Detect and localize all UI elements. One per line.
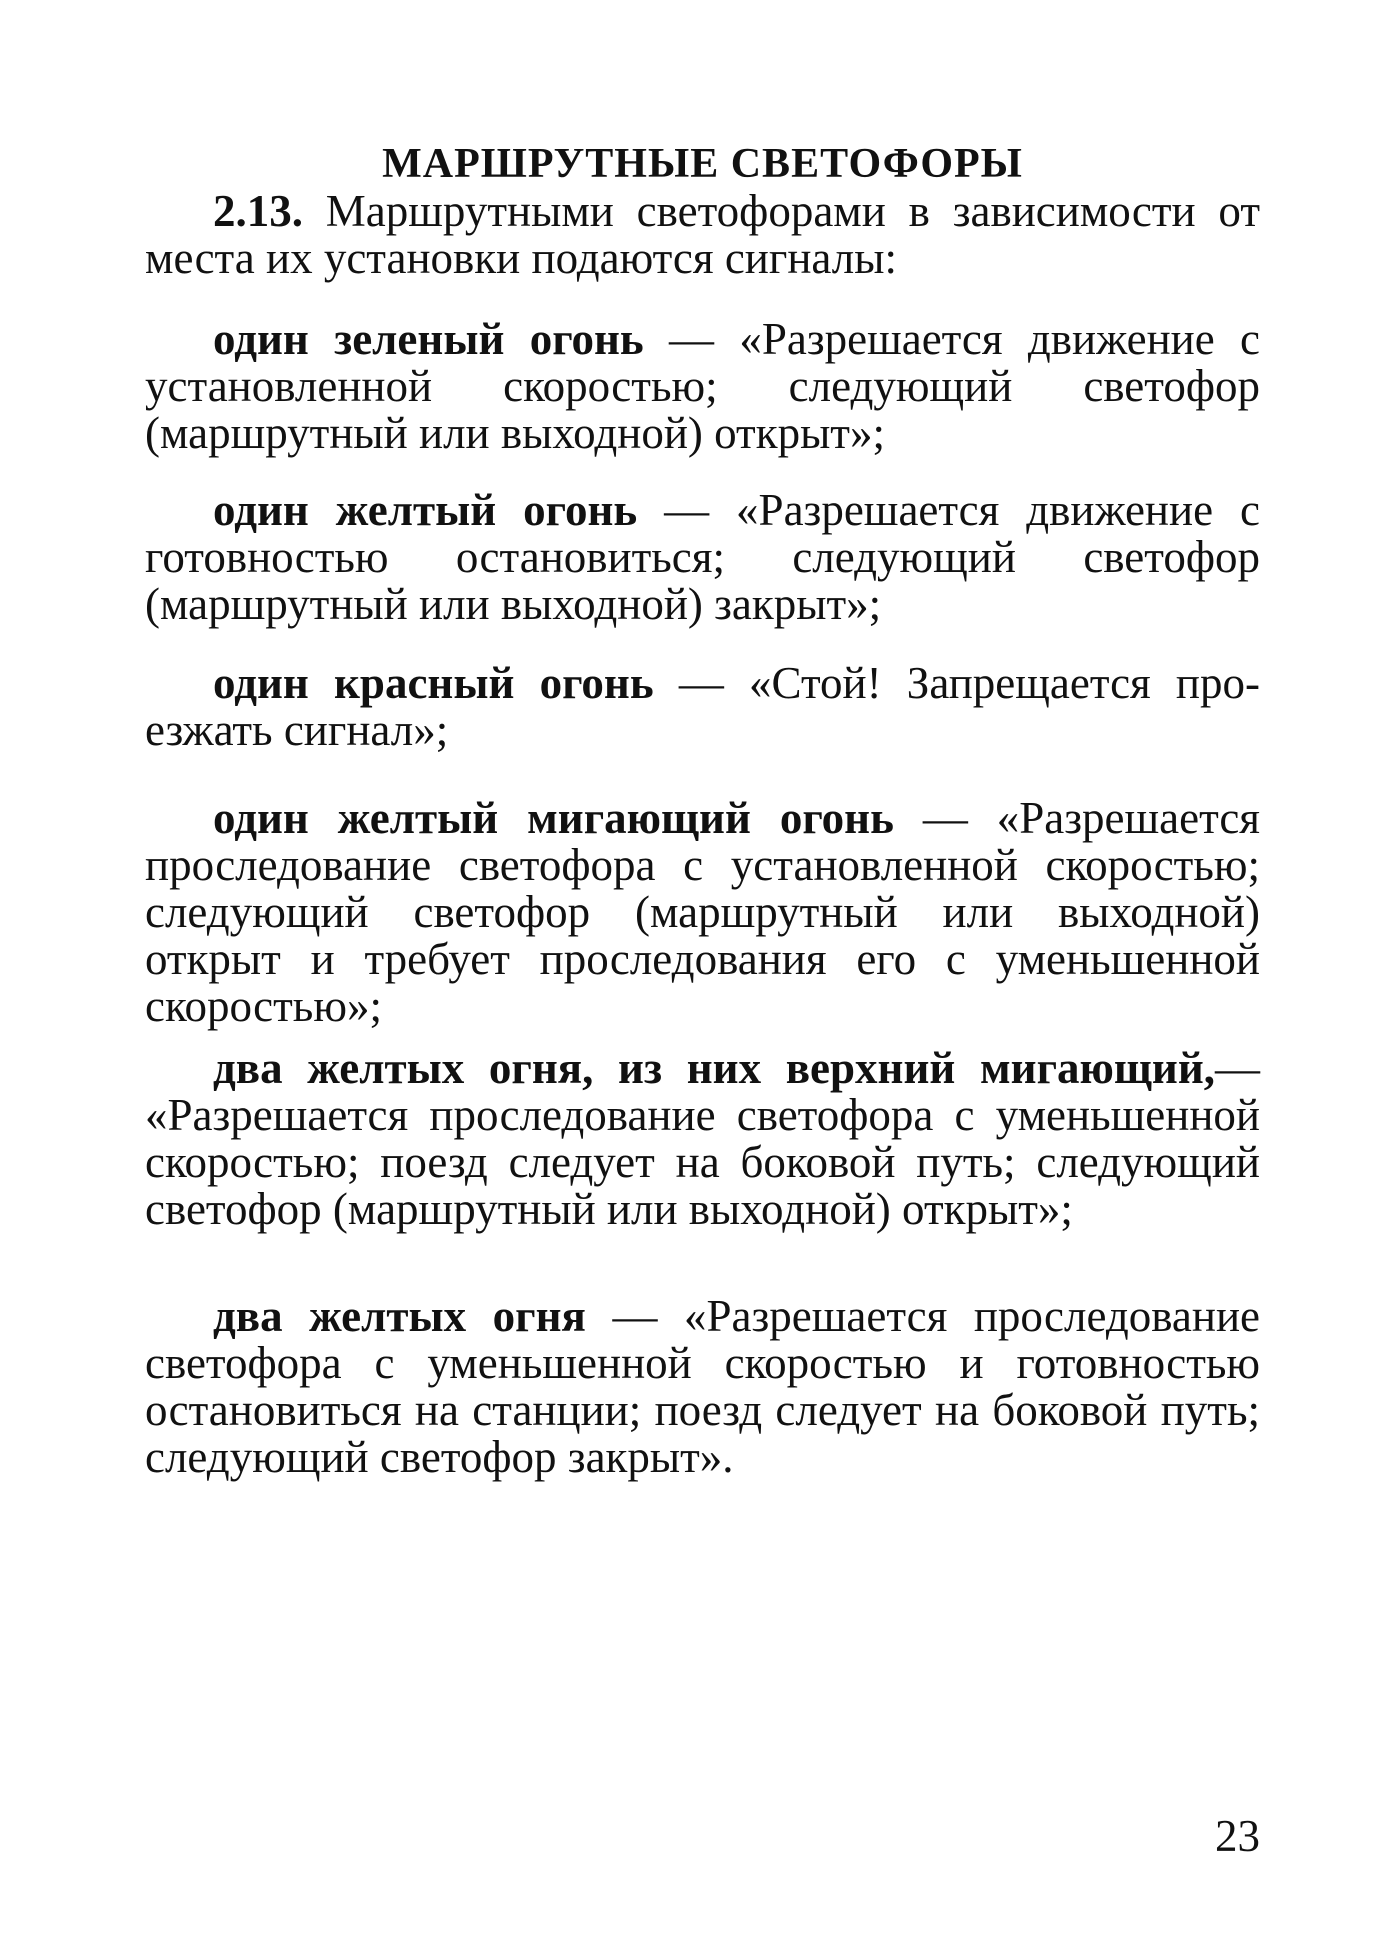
clause-number: 2.13.	[213, 186, 303, 236]
signal-text: — «Разрешается проследование светофора с установленной скоростью; следующий светофор (маршрутный или выходной) открыт и требует проследования его с уменьшенной скоростью»;	[145, 793, 1261, 1031]
signal-lead: один желтый мигающий огонь	[213, 793, 894, 843]
signal-paragraph-red	[145, 660, 1260, 754]
signal-lead: один красный огонь	[213, 658, 654, 708]
intro-text: Маршрутными светофорами в зависимости от места их установки подаются сигналы:	[145, 186, 1261, 283]
signal-lead: один желтый огонь	[213, 485, 638, 535]
signal-lead: два желтых огня, из них верхний мигающий,	[213, 1043, 1215, 1093]
signal-text: — «Разрешается движение с установленной скоростью; следующий светофор (маршрутный или выходной) открыт»;	[145, 314, 1260, 458]
page-number: 23	[1215, 1811, 1260, 1861]
signal-text: — «Разрешается движение с готовностью остановиться; следующий светофор (маршрутный или выходной) закрыт»;	[145, 485, 1260, 629]
signal-paragraph-green	[145, 316, 1260, 457]
signal-lead: один зеленый огонь	[213, 314, 644, 364]
signal-paragraph-yellow	[145, 487, 1260, 628]
signal-text: — «Разрешается проследование светофора с уменьшенной скоростью и готовностью остановиться на станции; поезд следует на боковой путь; следующий светофор закрыт».	[145, 1291, 1260, 1482]
signal-text: — «Разрешается проследование светофора с уменьшенной скоростью; поезд следует на боковой путь; следующий светофор (маршрутный или выходной) открыт»;	[145, 1043, 1260, 1234]
intro-paragraph	[145, 188, 1260, 282]
signal-text: — «Стой! Запрещается проезжать сигнал»;	[145, 658, 1261, 755]
signal-paragraph-two-yellow	[145, 1293, 1260, 1481]
document-page	[145, 0, 1260, 1951]
signal-lead: два желтых огня	[213, 1291, 586, 1341]
section-heading: МАРШРУТНЫЕ СВЕТОФОРЫ	[382, 141, 1023, 187]
signal-paragraph-yellow-flashing	[145, 795, 1260, 1030]
signal-paragraph-two-yellow-upper-flashing	[145, 1045, 1260, 1233]
